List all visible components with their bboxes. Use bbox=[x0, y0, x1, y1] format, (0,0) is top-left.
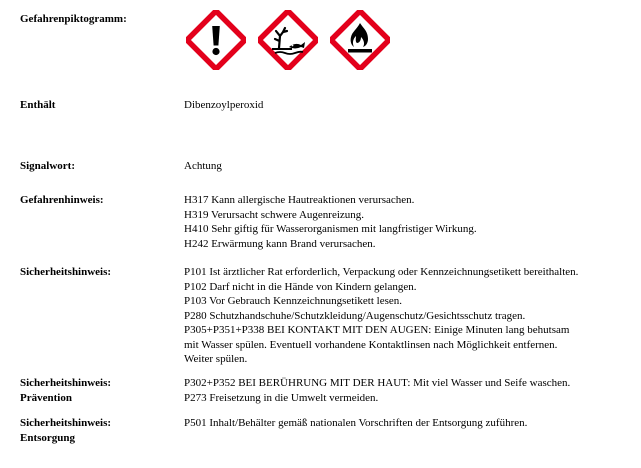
hazard-statements-label: Gefahrenhinweis: bbox=[20, 194, 104, 206]
precautionary-statement-p305-cont: mit Wasser spülen. Eventuell vorhandene Kontaktlinsen nach Möglichkeit entfernen. bbox=[184, 338, 558, 351]
ghs07-exclamation-mark-icon bbox=[186, 10, 246, 70]
precautionary-statement-p280: P280 Schutzhandschuhe/Schutzkleidung/Augenschutz/Gesichtsschutz tragen. bbox=[184, 309, 526, 322]
precautionary-statement-p103: P103 Vor Gebrauch Kennzeichnungsetikett lesen. bbox=[184, 295, 403, 307]
precautionary-statements-list bbox=[184, 265, 578, 367]
disposal-statement-p501: P501 Inhalt/Behälter gemäß nationalen Vorschriften der Entsorgung zuführen. bbox=[184, 417, 528, 429]
hazard-statements-list bbox=[184, 193, 477, 251]
ghs02-flame-icon bbox=[330, 10, 390, 70]
disposal-label-line2: Entsorgung bbox=[20, 432, 76, 444]
prevention-statements-list bbox=[184, 376, 570, 405]
signal-word-label: Signalwort: bbox=[20, 160, 75, 172]
prevention-statement-p302: P302+P352 BEI BERÜHRUNG MIT DER HAUT: Mit viel Wasser und Seife waschen. bbox=[184, 377, 571, 389]
precautionary-statement-p102: P102 Darf nicht in die Hände von Kindern gelangen. bbox=[184, 280, 417, 293]
disposal-label bbox=[20, 416, 111, 446]
prevention-label-line1: Sicherheitshinweis: bbox=[20, 377, 112, 389]
contains-value: Dibenzoylperoxid bbox=[184, 99, 264, 111]
prevention-label bbox=[20, 376, 111, 406]
pictogram-label: Gefahrenpiktogramm: bbox=[20, 13, 127, 25]
precautionary-statement-p305: P305+P351+P338 BEI KONTAKT MIT DEN AUGEN: Einige Minuten lang behutsam bbox=[184, 324, 570, 336]
prevention-statement-p273: P273 Freisetzung in die Umwelt vermeiden. bbox=[184, 391, 379, 404]
contains-label: Enthält bbox=[20, 99, 56, 111]
disposal-statements-list bbox=[184, 416, 527, 431]
hazard-statement-h317: H317 Kann allergische Hautreaktionen verursachen. bbox=[184, 194, 415, 206]
precautionary-statements-label: Sicherheitshinweis: bbox=[20, 266, 112, 278]
hazard-pictograms bbox=[186, 10, 416, 70]
hazard-statement-h319: H319 Verursacht schwere Augenreizung. bbox=[184, 208, 365, 221]
prevention-label-line2: Prävention bbox=[20, 392, 72, 404]
precautionary-statement-p305-cont2: Weiter spülen. bbox=[184, 353, 248, 365]
hazard-statement-h242: H242 Erwärmung kann Brand verursachen. bbox=[184, 237, 376, 250]
ghs09-environment-icon bbox=[258, 10, 318, 70]
disposal-label-line1: Sicherheitshinweis: bbox=[20, 417, 112, 429]
precautionary-statement-p101: P101 Ist ärztlicher Rat erforderlich, Verpackung oder Kennzeichnungsetikett bereithalten. bbox=[184, 266, 579, 278]
hazard-statement-h410: H410 Sehr giftig für Wasserorganismen mit langfristiger Wirkung. bbox=[184, 223, 477, 235]
signal-word-value: Achtung bbox=[184, 160, 222, 172]
